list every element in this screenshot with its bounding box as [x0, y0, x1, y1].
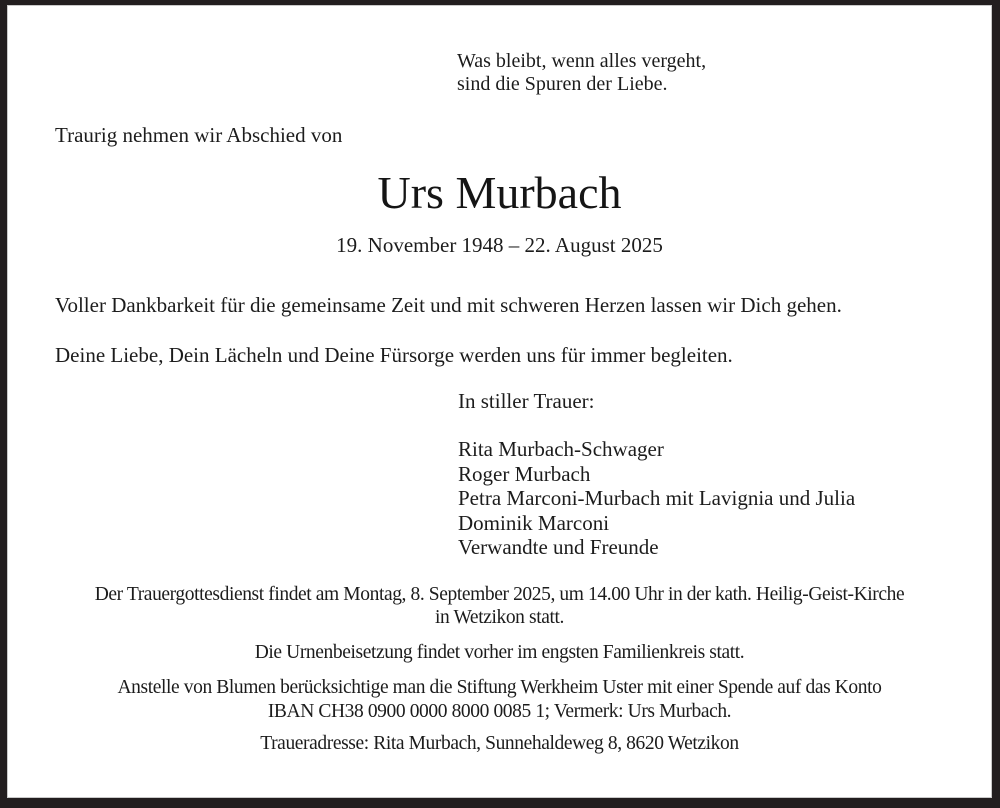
obituary-page — [7, 5, 992, 798]
life-dates: 19. November 1948 – 22. August 2025 — [336, 233, 663, 257]
mourner-name: Roger Murbach — [458, 461, 591, 486]
donation-note — [7, 676, 992, 724]
epigraph-line-1: Was bleibt, wenn alles vergeht, — [457, 50, 707, 72]
service-line-2: in Wetzikon statt. — [435, 607, 564, 628]
mourners-list — [458, 437, 855, 560]
mourner-name: Verwandte und Freunde — [458, 535, 659, 559]
epigraph-line-2: sind die Spuren der Liebe. — [457, 73, 668, 95]
mourner-name: Rita Murbach-Schwager — [458, 437, 664, 461]
mourner-name: Dominik Marconi — [458, 510, 610, 535]
epigraph — [457, 50, 706, 96]
mourning-address: Traueradresse: Rita Murbach, Sunnehaldeweg 8, 8620 Wetzikon — [260, 733, 739, 754]
body-paragraph-2: Deine Liebe, Dein Lächeln und Deine Fürsorge werden uns für immer begleiten. — [55, 343, 733, 367]
mourner-name: Petra Marconi-Murbach mit Lavignia und Julia — [458, 486, 856, 510]
mourning-heading: In stiller Trauer: — [458, 389, 595, 413]
intro-line: Traurig nehmen wir Abschied von — [55, 123, 343, 147]
deceased-name: Urs Murbach — [377, 167, 622, 218]
body-paragraph-1: Voller Dankbarkeit für die gemeinsame Zeit und mit schweren Herzen lassen wir Dich gehen. — [55, 293, 842, 317]
service-line-1: Der Trauergottesdienst findet am Montag, 8. September 2025, um 14.00 Uhr in der kath. Heilig-Geist-Kirche — [94, 584, 905, 605]
donation-line-2: IBAN CH38 0900 0000 8000 0085 1; Vermerk: Urs Murbach. — [267, 701, 732, 722]
donation-line-1: Anstelle von Blumen berücksichtige man die Stiftung Werkheim Uster mit einer Spende auf das Konto — [117, 677, 882, 698]
service-details — [7, 583, 992, 629]
burial-note: Die Urnenbeisetzung findet vorher im engsten Familienkreis statt. — [254, 642, 745, 663]
